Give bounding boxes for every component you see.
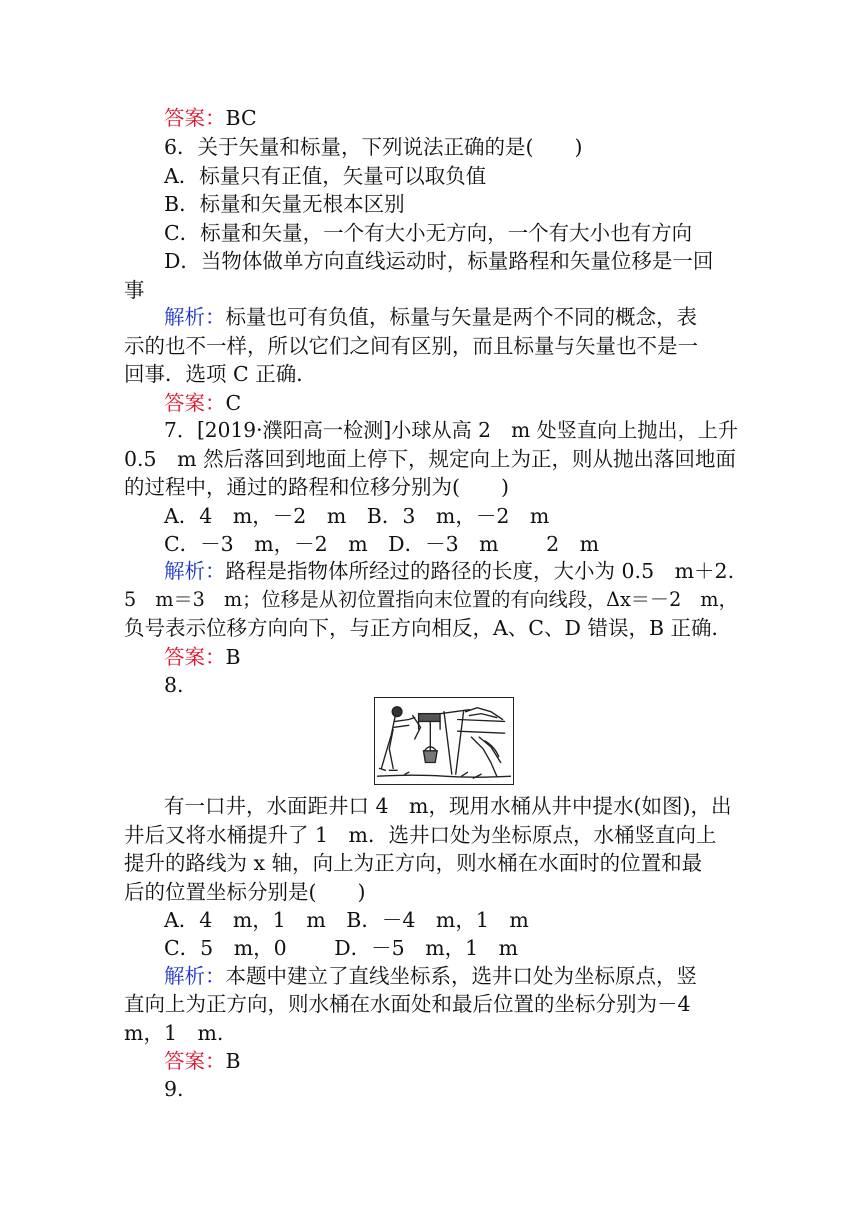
- analysis-text: 本题中建立了直线坐标系，选井口处为坐标原点，竖: [225, 964, 697, 988]
- answer-text: B: [225, 1049, 241, 1073]
- answer-label: 答案：: [164, 645, 226, 669]
- answer-line: [164, 1047, 241, 1075]
- analysis-line: [164, 962, 697, 990]
- question-6-option-b: B．标量和矢量无根本区别: [164, 192, 405, 216]
- answer-line: [164, 389, 241, 417]
- question-8-stem-cont: 提升的路线为 x 轴，向上为正方向，则水桶在水面时的位置和最: [124, 851, 703, 875]
- question-8-number: 8.: [164, 673, 184, 697]
- question-6-option-a: A．标量只有正值，矢量可以取负值: [164, 164, 487, 188]
- analysis-label: 解析：: [164, 964, 226, 988]
- question-6-option-d-cont: 事: [124, 278, 145, 302]
- analysis-line: [164, 303, 697, 331]
- question-7-options-cd: C．－3 m，－2 m D．－3 m 2 m: [164, 532, 600, 556]
- question-8-stem-cont: 后的位置坐标分别是( ): [124, 880, 366, 904]
- analysis-label: 解析：: [164, 559, 226, 583]
- analysis-line: [164, 557, 734, 585]
- question-6-option-d: D．当物体做单方向直线运动时，标量路程和矢量位移是一回: [164, 249, 714, 273]
- question-8-stem-cont: 井后又将水桶提升了 1 m．选井口处为坐标原点，水桶竖直向上: [124, 823, 717, 847]
- answer-text: C: [225, 391, 242, 415]
- answer-line: [164, 104, 257, 132]
- question-9-number: 9.: [164, 1077, 184, 1101]
- well-bucket-illustration: [375, 698, 513, 784]
- question-8-options-cd: C．5 m，0 D．－5 m，1 m: [164, 936, 519, 960]
- answer-text: B: [225, 645, 241, 669]
- question-7-options-ab: A．4 m，－2 m B．3 m，－2 m: [164, 504, 550, 528]
- answer-label: 答案：: [164, 106, 226, 130]
- question-6-option-c: C．标量和矢量，一个有大小无方向，一个有大小也有方向: [164, 221, 693, 245]
- question-7-stem-cont: 0.5 m 然后落回到地面上停下，规定向上为正，则从抛出落回地面: [124, 447, 737, 471]
- answer-line: [164, 643, 241, 671]
- analysis-text: 标量也可有负值，标量与矢量是两个不同的概念，表: [225, 305, 697, 329]
- analysis-text: 5 m＝3 m；位移是从初位置指向末位置的有向线段，Δx＝－2 m，: [124, 588, 738, 611]
- analysis-text: 路程是指物体所经过的路径的长度，大小为 0.5 m＋2.: [225, 559, 735, 583]
- question-8-options-ab: A．4 m，1 m B．－4 m，1 m: [164, 908, 529, 932]
- analysis-text: 示的也不一样，所以它们之间有区别，而且标量与矢量也不是一: [124, 334, 698, 358]
- analysis-text: m，1 m.: [124, 1021, 224, 1045]
- answer-label: 答案：: [164, 1049, 226, 1073]
- question-7-stem-cont: 的过程中，通过的路程和位移分别为( ): [124, 475, 509, 499]
- question-8-stem: 有一口井，水面距井口 4 m，现用水桶从井中提水(如图)，出: [164, 794, 732, 818]
- answer-label: 答案：: [164, 391, 226, 415]
- analysis-label: 解析：: [164, 305, 226, 329]
- analysis-text: 负号表示位移方向向下，与正方向相反，A、C、D 错误，B 正确．: [124, 616, 733, 640]
- answer-text: BC: [225, 106, 257, 130]
- analysis-text: 回事．选项 C 正确．: [124, 362, 317, 386]
- well-bucket-figure: [374, 697, 514, 785]
- question-7-stem: 7．[2019·濮阳高一检测]小球从高 2 m 处竖直向上抛出，上升: [164, 418, 738, 442]
- question-6-stem: 6．关于矢量和标量，下列说法正确的是( ): [164, 135, 583, 159]
- analysis-text: 直向上为正方向，则水桶在水面处和最后位置的坐标分别为－4: [124, 992, 691, 1016]
